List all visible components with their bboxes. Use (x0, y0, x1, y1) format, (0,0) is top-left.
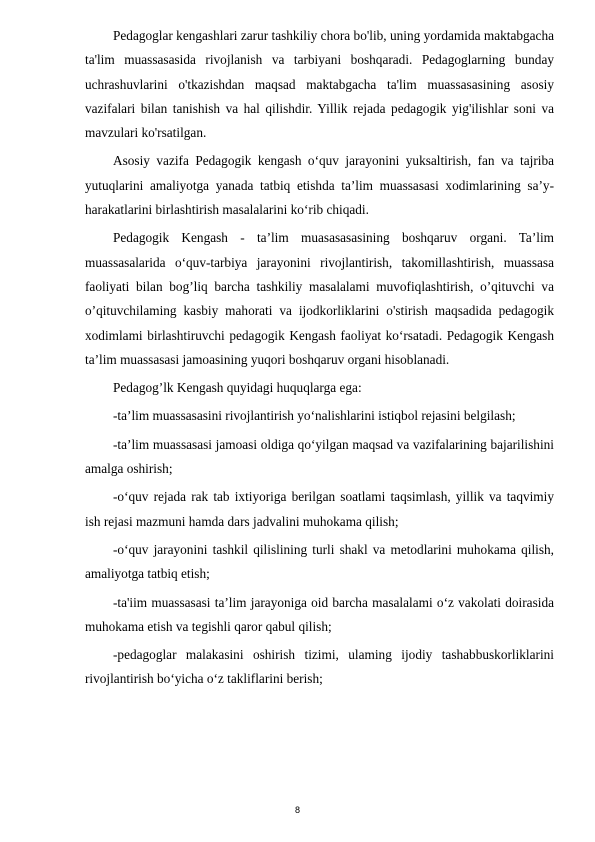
list-item-decision-making: -ta'iim muassasasi ta’lim jarayoniga oid barcha masalalami o‘z vakolati doirasida muhokama etish va tegishli qaror qabul qilish; (85, 594, 554, 634)
paragraph-main-task: Asosiy vazifa Pedagogik kengash o‘quv jarayonini yuksaltirish, fan va tajriba yutuqlarini amaliyotga yanada tatbiq etishda ta’lim muassasasi xodimlarining sa’y-harakatlarini birlashtirish masalalarini ko‘rib chiqadi. (85, 153, 554, 218)
paragraph-council-definition: Pedagogik Kengash - ta’lim muasasasasining boshqaruv organi. Ta’lim muassasalarida o‘quv-tarbiya jarayonini rivojlantirish, takomillashtirish, muassasa faoliyati bilan bog’liq barcha tashkiliy masalalami muvofiqlashtirish, o’qituvchi va o’qituvchilaming kasbiy mahorati va ijodkorliklarini o'stirish maqsadida pedagogik xodimlami birlashtiruvchi pedagogik Kengash faoliyat ko‘rsatadi. Pedagogik Kengash ta’lim muassasasi jamoasining yuqori boshqaruv organi hisoblanadi. (85, 230, 554, 367)
list-item-development-plan: -ta’lim muassasasini rivojlantirish yo‘nalishlarini istiqbol rejasini belgilash; (113, 408, 516, 424)
list-item-qualification-proposals: -pedagoglar malakasini oshirish tizimi, ulaming ijodiy tashabbuskorliklarini rivojlantirish bo‘yicha o‘z takliflarini berish; (85, 647, 554, 687)
paragraph-pedagogical-councils-intro: Pedagoglar kengashlari zarur tashkiliy chora bo'lib, uning yordamida maktabgacha ta'lim muassasasida rivojlanish va tarbiyani boshqaradi. Pedagoglarning bunday uchrashuvlarini o'tkazishdan maqsad maktabgacha ta'lim muassasasining asosiy vazifalari bilan tanishish va hal qilishdir. Yillik rejada pedagogik yig'ilishlar soni va mavzulari ko'rsatilgan. (85, 28, 554, 141)
document-body (85, 24, 554, 696)
list-item-hours-distribution: -o‘quv rejada rak tab ixtiyoriga berilgan soatlami taqsimlash, yillik va taqvimiy ish rejasi mazmuni hamda dars jadvalini muhokama qilish; (85, 489, 554, 529)
list-item-methods-discussion: -o‘quv jarayonini tashkil qilislining turli shakl va metodlarini muhokama qilish, amaliyotga tatbiq etish; (85, 541, 554, 582)
list-item-goals-fulfilment: -ta’lim muassasasi jamoasi oldiga qo‘yilgan maqsad va vazifalarining bajarilishini amalga oshirish; (85, 436, 554, 477)
paragraph-rights-heading: Pedagog’lk Kengash quyidagi huquqlarga ega: (113, 380, 362, 396)
page-number: 8 (294, 805, 300, 815)
